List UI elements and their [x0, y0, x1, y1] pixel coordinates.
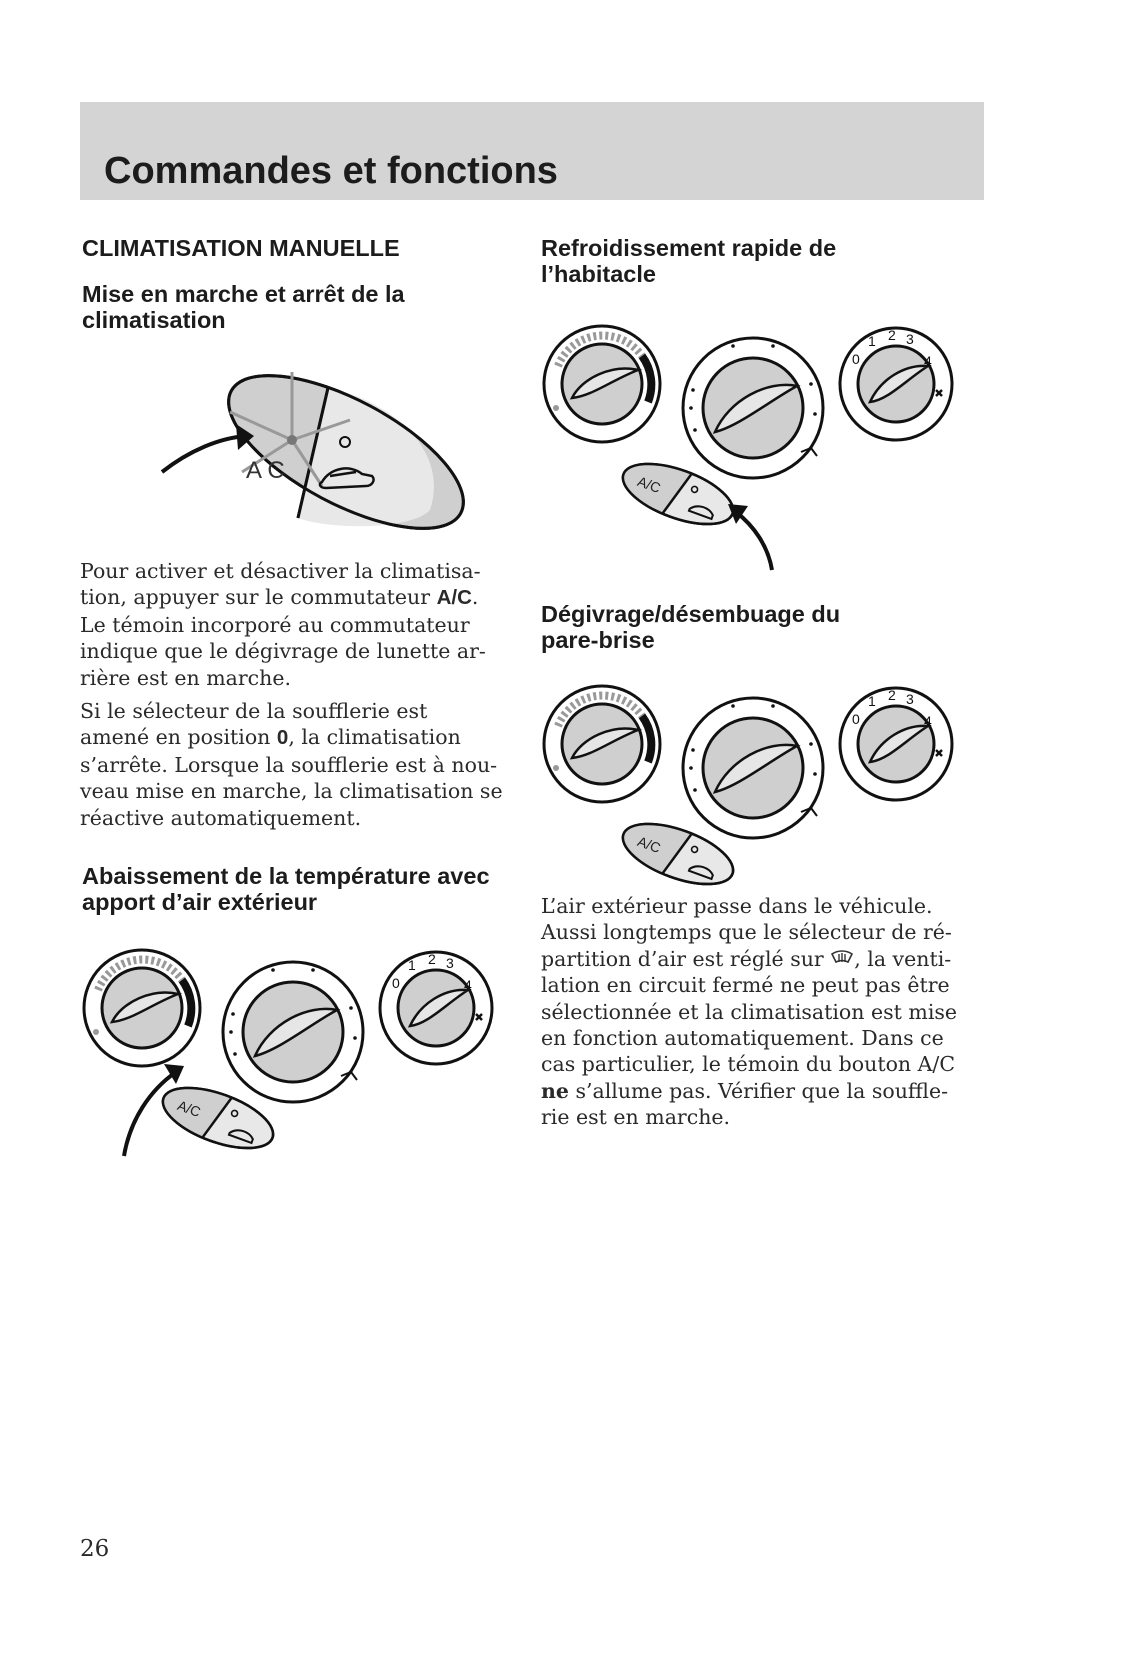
control-panel-figure-defrost: [540, 686, 970, 886]
subheading-outside-air: Abaissement de la température avec apport d’air extérieur: [82, 863, 490, 915]
subheading-on-off: Mise en marche et arrêt de la climatisation: [82, 281, 405, 333]
control-panel-figure-outside-air: [80, 950, 510, 1170]
ac-button-figure: [150, 360, 450, 540]
windscreen-defrost-icon: [830, 948, 854, 968]
subheading-rapid-cooling: Refroidissement rapide de l’habitacle: [541, 235, 837, 287]
paragraph-defrost-info: L’air extérieur passe dans le véhicule. Aussi longtemps que le sélecteur de ré- partition d’air est réglé sur , la venti- lation en circuit fermé ne peut pas être sélectionnée et la climatisation est mise en fonction automatiquement. Dans ce cas particulier, le témoin du bouton A/C ne s’allume pas. Vérifier que la souffle- rie est en marche.: [541, 894, 958, 1130]
press-arrow-icon: [162, 436, 246, 472]
section-title: CLIMATISATION MANUELLE: [82, 235, 400, 261]
paragraph-blower-off: Si le sélecteur de la soufflerie est amené en position 0, la climatisation s’arrête. Lorsque la soufflerie est à nou- veau mise en marche, la climatisation se réactive automatiquement.: [80, 699, 503, 830]
subheading-defrost: Dégivrage/désembuage du pare-brise: [541, 601, 841, 653]
page-number: 26: [80, 1536, 110, 1562]
control-panel-figure-rapid-cooling: [540, 326, 970, 576]
paragraph-activation: Pour activer et désactiver la climatisa- tion, appuyer sur le commutateur A/C. Le témoin incorporé au commutateur indique que le dégivrage de lunette ar- rière est en marche.: [80, 559, 486, 690]
page-title: Commandes et fonctions: [104, 150, 558, 192]
press-arrow-icon: [736, 512, 772, 570]
header-band: [80, 102, 984, 200]
ac-label: A C: [246, 457, 285, 484]
